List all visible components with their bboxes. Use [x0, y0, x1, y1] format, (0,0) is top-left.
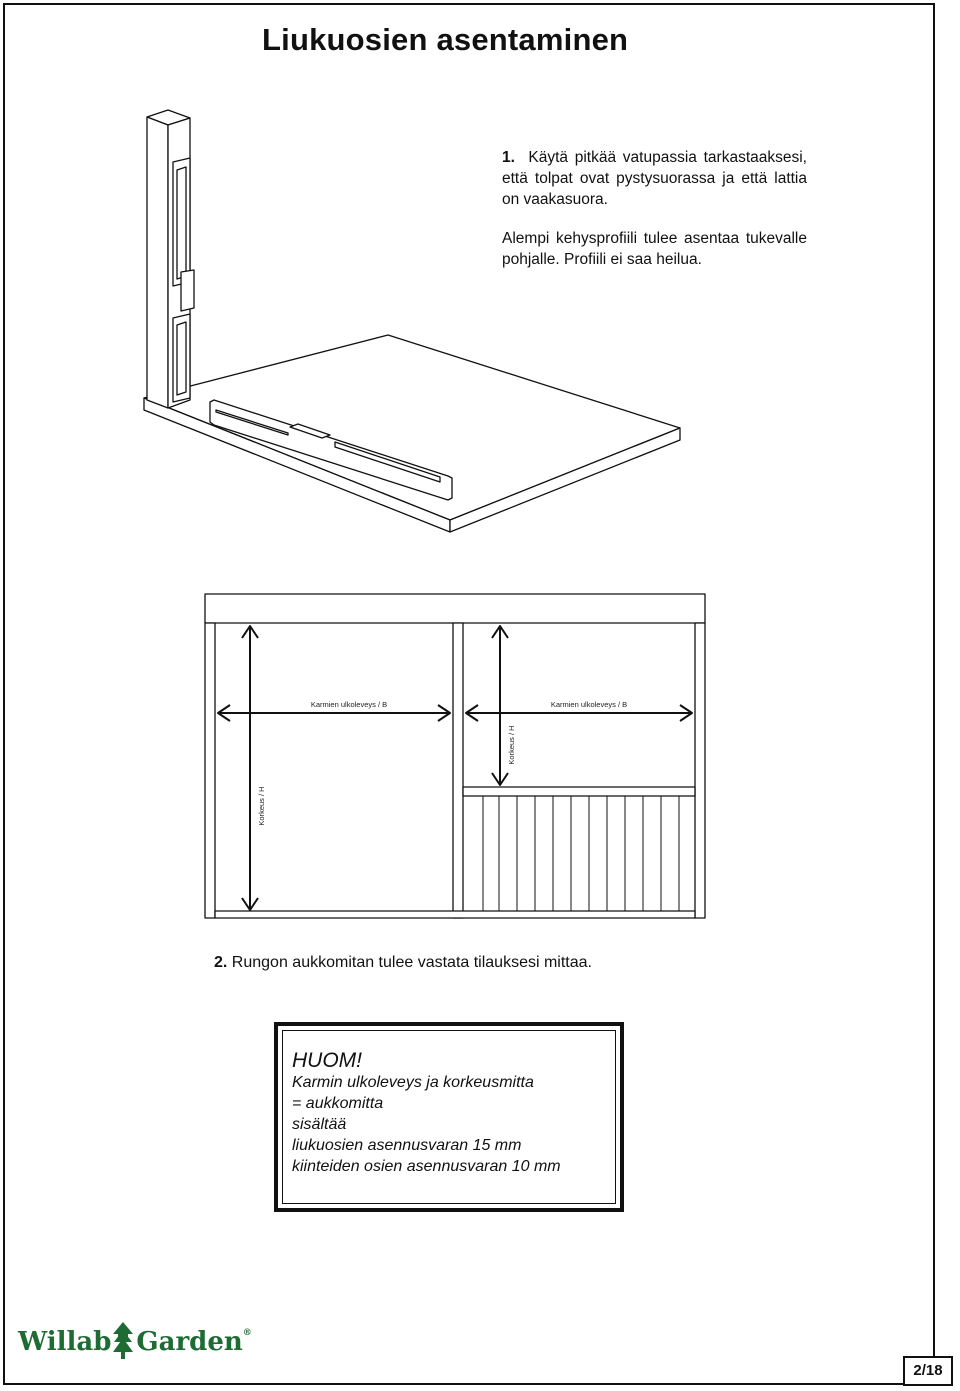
step2-text: Rungon aukkomitan tulee vastata tilauksesi mittaa. [231, 954, 592, 971]
opening-diagram [205, 594, 705, 918]
note-inner [282, 1030, 616, 1204]
width-label-left: Karmien ulkoleveys / B [310, 700, 388, 709]
step2-number: 2. [214, 954, 228, 971]
page-title: Liukuosien asentaminen [262, 22, 629, 57]
tree-logo-icon [112, 1320, 134, 1364]
page-number: 2/18 [903, 1356, 953, 1386]
note-line: kiinteiden osien asennusvaran 10 mm [292, 1158, 561, 1175]
note-line: liukuosien asennusvaran 15 mm [292, 1137, 522, 1154]
note-line: sisältää [292, 1116, 347, 1133]
logo-registered-mark: ® [242, 1328, 252, 1338]
width-label-right: Karmien ulkoleveys / B [550, 700, 628, 709]
floor-illustration [144, 110, 680, 532]
note-title: HUOM! [292, 1049, 362, 1072]
step2-text-block [214, 952, 592, 973]
logo-text-willab: Willab [18, 1327, 112, 1357]
step1-number: 1. [502, 149, 515, 166]
height-label-left: Korkeus / H [257, 786, 266, 826]
height-label-right: Korkeus / H [507, 725, 516, 765]
step1-text: Käytä pitkää vatupassia tarkastaaksesi, että tolpat ovat pystysuorassa ja että lattia on vaakasuora. [502, 149, 807, 208]
note-line: = aukkomitta [292, 1095, 384, 1112]
note-box [274, 1022, 624, 1212]
step1-paragraph-2: Alempi kehysprofiili tulee asentaa tukevalle pohjalle. Profiili ei saa heilua. [502, 230, 807, 268]
logo-text-garden: Garden [136, 1327, 243, 1357]
note-line: Karmin ulkoleveys ja korkeusmitta [292, 1074, 534, 1091]
company-logo [18, 1320, 252, 1364]
